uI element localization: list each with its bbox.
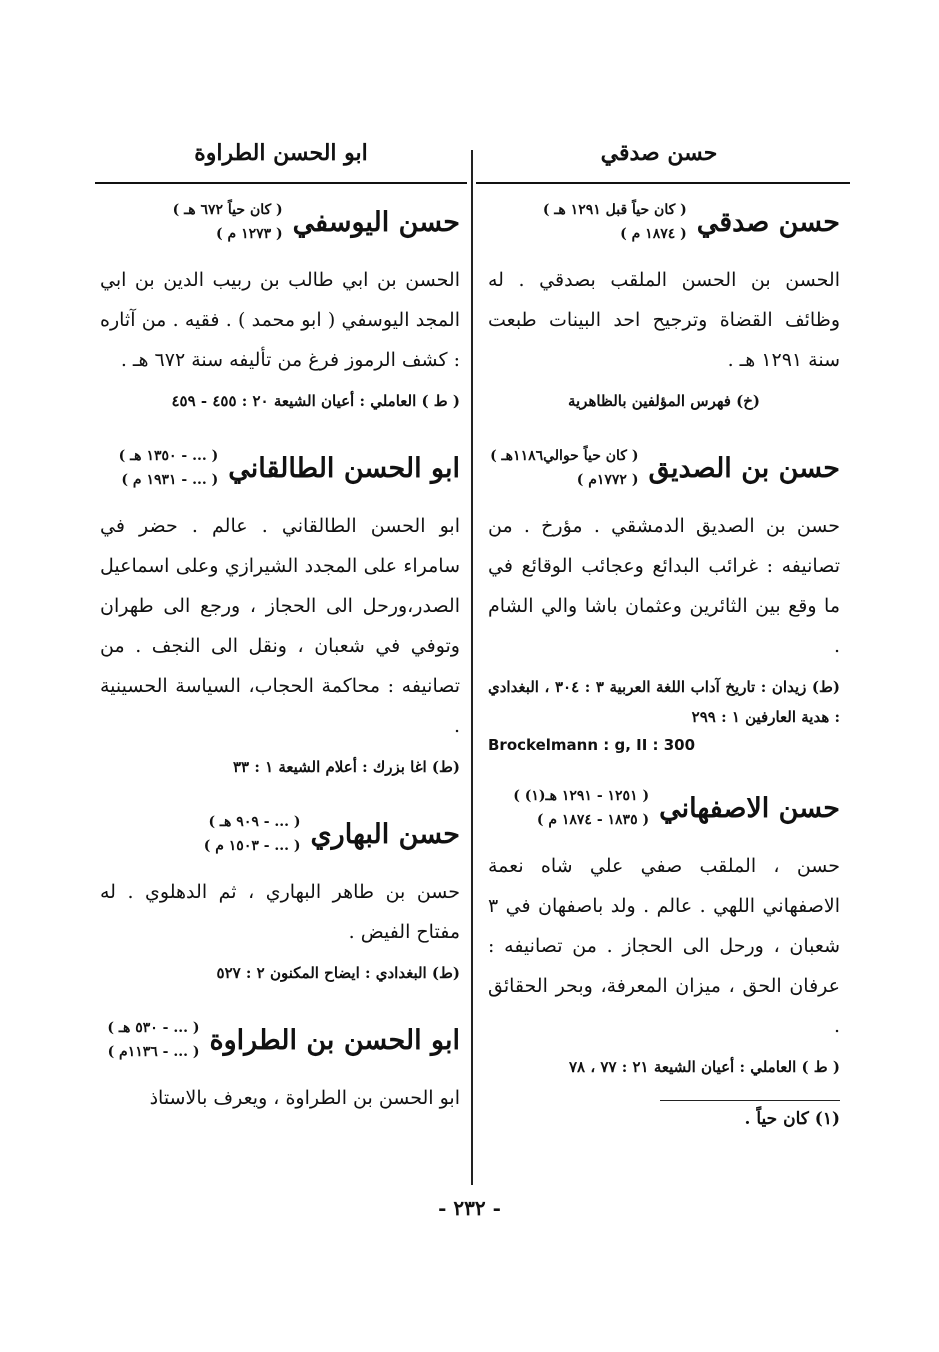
entry-body: الحسن بن ابي طالب بن ربيب الدين بن ابي المجد اليوسفي ( ابو محمد ) . فقيه . من آثاره : كشف الرموز فرغ من تأليفه سنة ٦٧٢ هـ .: [100, 269, 460, 371]
date-gregorian: ( ... - ١٥٠٣ م ): [203, 838, 301, 854]
entry-dates: [490, 444, 638, 492]
entry-dates: [513, 784, 649, 832]
date-hijri: ( كان حياً حوالي١١٨٦هـ ): [490, 448, 639, 464]
entry-body: ابو الحسن بن الطراوة ، ويعرف بالاستاذ: [149, 1087, 460, 1109]
entry-body: حسن بن طاهر البهاري ، ثم الدهلوي . له مفتاح الفيض .: [100, 881, 460, 943]
entry-source: ( ط ) العاملي : أعيان الشيعة ٢١ : ٧٧ ، ٧٨: [568, 1058, 840, 1076]
date-hijri: ( ... - ٩٠٩ هـ ): [208, 814, 301, 830]
entry-hasan-ibn-al-siddiq: [488, 444, 840, 754]
entry-name: حسن اليوسفي: [292, 206, 460, 238]
entry-heading: [488, 784, 840, 832]
date-gregorian: ( ... - ١١٣٦م ): [107, 1044, 200, 1060]
entry-heading: [100, 198, 460, 246]
date-hijri: ( ١٢٥١ - ١٢٩١ هـ(١) ): [513, 788, 650, 804]
entry-hasan-sidqi: [488, 198, 840, 416]
date-hijri: ( ... - ٥٣٠ هـ ): [107, 1020, 200, 1036]
footnote: (١) كان حياً .: [744, 1109, 840, 1129]
entry-body: الحسن بن الحسن الملقب بصدقي . له وظائف القضاة وترجيح احد البينات طبعت سنة ١٢٩١ هـ .: [488, 269, 840, 371]
entry-name: حسن البهاري: [310, 818, 460, 850]
date-gregorian: ( ١٢٧٣ م ): [216, 226, 283, 242]
header-rule-right: [476, 182, 850, 184]
entry-source: ( ط ) العاملي : أعيان الشيعة ٢٠ : ٤٥٥ - ٤٥٩: [171, 392, 460, 410]
entry-name: حسن بن الصديق: [648, 452, 840, 484]
running-header-right: حسن صدقي: [600, 140, 718, 166]
entry-dates: [107, 1016, 199, 1064]
entry-heading: [100, 1016, 460, 1064]
date-gregorian: ( ١٧٧٢م ): [576, 472, 639, 488]
left-column: [100, 198, 460, 1124]
entry-heading: [100, 444, 460, 492]
entry-source: (ط) اغا بزرك : أعلام الشيعة ١ : ٣٣: [232, 758, 460, 776]
date-gregorian: ( ١٨٣٥ - ١٨٧٤ م ): [536, 812, 650, 828]
entry-body: حسن ، الملقب صفي علي شاه نعمة الاصفهاني اللهي . عالم . ولد باصفهان في ٣ شعبان ، ورحل الى الحجاز . من تصانيفه : عرفان الحق ، ميزان المعرفة، وبحر الحقائق .: [488, 855, 840, 1037]
running-header-left: ابو الحسن الطراوة: [194, 140, 368, 166]
entry-body: حسن بن الصديق الدمشقي . مؤرخ . من تصانيفه : غرائب البدائع وعجائب الوقائع في ما وقع بين الثائرين وعثمان باشا والي الشام .: [488, 515, 840, 657]
entry-hasan-al-isfahani: [488, 784, 840, 1082]
page-number: - ٢٣٢ -: [438, 1196, 501, 1220]
entry-abu-al-hasan-al-taliqani: [100, 444, 460, 782]
entry-name: حسن صدقي: [696, 206, 840, 238]
date-hijri: ( كان حياً ٦٧٢ هـ ): [172, 202, 283, 218]
entry-body: ابو الحسن الطالقاني . عالم . حضر في سامراء على المجدد الشيرازي وعلى اسماعيل الصدر،ورحل الى الحجاز ، ورجع الى طهران وتوفي في شعبان ، ونقل الى النجف . من تصانيفه : محاكمة الحجاب، السياسة الحسينية .: [100, 515, 460, 737]
entry-source: (ط) زيدان : تاريخ آداب اللغة العربية ٣ : ٣٠٤ ، البغدادي : هدية العارفين ١ : ٢٩٩: [488, 678, 841, 726]
entry-hasan-al-yusufi: [100, 198, 460, 416]
entry-dates: [119, 444, 219, 492]
column-divider: [471, 150, 473, 1185]
date-hijri: ( ... - ١٣٥٠ هـ ): [118, 448, 219, 464]
right-column: [488, 198, 840, 1129]
footnote-rule: [660, 1100, 840, 1101]
latin-reference: Brockelmann : g, II : 300: [488, 736, 696, 754]
date-hijri: ( كان حياً قبل ١٢٩١ هـ ): [542, 202, 687, 218]
entry-name: حسن الاصفهاني: [659, 792, 840, 824]
entry-heading: [488, 198, 840, 246]
entry-heading: [100, 810, 460, 858]
entry-dates: [204, 810, 301, 858]
entry-name: ابو الحسن الطالقاني: [228, 452, 460, 484]
date-gregorian: ( ... - ١٩٣١ م ): [121, 472, 219, 488]
entry-source: (خ) فهرس المؤلفين بالظاهرية: [567, 392, 761, 410]
header-rule-left: [95, 182, 467, 184]
date-gregorian: ( ١٨٧٤ م ): [620, 226, 687, 242]
entry-heading: [488, 444, 840, 492]
entry-name: ابو الحسن بن الطراوة: [209, 1024, 460, 1056]
entry-hasan-al-bahari: [100, 810, 460, 988]
entry-dates: [173, 198, 283, 246]
entry-dates: [543, 198, 687, 246]
entry-abu-al-hasan-ibn-al-tarawa: [100, 1016, 460, 1118]
entry-source: (ط) البغدادي : ايضاح المكنون ٢ : ٥٢٧: [216, 964, 460, 982]
